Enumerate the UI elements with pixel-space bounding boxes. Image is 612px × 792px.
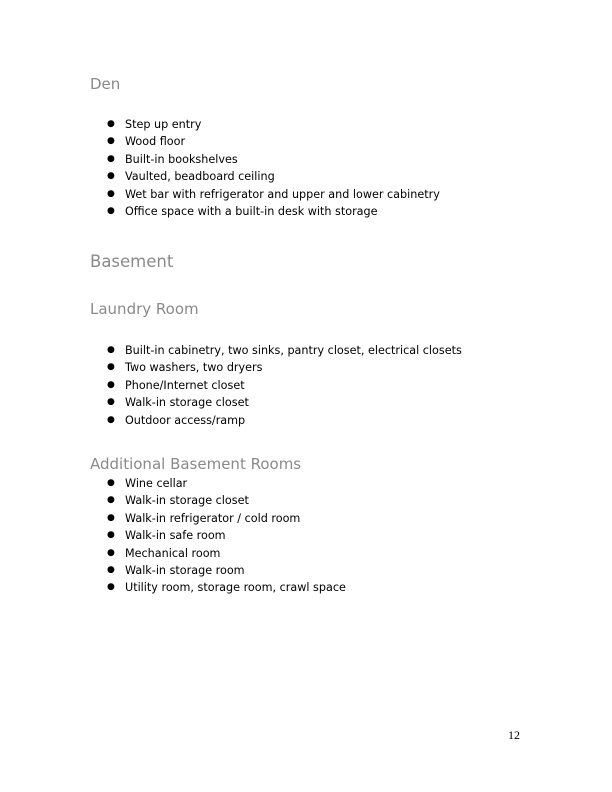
list-item-text: Mechanical room xyxy=(125,546,221,560)
bullet-icon: ● xyxy=(107,136,115,147)
list-item-text: Walk-in safe room xyxy=(125,529,226,543)
list-item xyxy=(107,510,346,527)
den-heading: Den xyxy=(90,75,121,93)
list-item-text: Built-in cabinetry, two sinks, pantry closet, electrical closets xyxy=(125,344,462,357)
list-item xyxy=(107,203,440,220)
list-item-text: Wine cellar xyxy=(125,477,188,490)
list-item-text: Outdoor access/ramp xyxy=(125,413,246,427)
list-item xyxy=(107,151,440,168)
list-item xyxy=(107,133,440,150)
list-item xyxy=(107,394,462,411)
list-item-text: Office space with a built-in desk with storage xyxy=(125,204,378,218)
list-item-text: Built-in bookshelves xyxy=(125,152,238,166)
bullet-icon: ● xyxy=(107,512,115,523)
laundry-room-feature-list xyxy=(107,342,462,429)
bullet-icon: ● xyxy=(107,414,115,425)
list-item-text: Two washers, two dryers xyxy=(125,361,263,375)
list-item xyxy=(107,579,346,596)
list-item-text: Walk-in storage closet xyxy=(125,494,249,508)
additional-basement-rooms-heading: Additional Basement Rooms xyxy=(90,455,302,473)
list-item xyxy=(107,412,462,429)
bullet-icon: ● xyxy=(107,171,115,182)
list-item-text: Walk-in storage closet xyxy=(125,396,249,410)
list-item xyxy=(107,377,462,394)
list-item-text: Vaulted, beadboard ceiling xyxy=(125,170,275,184)
bullet-icon: ● xyxy=(107,530,115,541)
bullet-icon: ● xyxy=(107,379,115,390)
bullet-icon: ● xyxy=(107,362,115,373)
bullet-icon: ● xyxy=(107,188,115,199)
list-item xyxy=(107,168,440,185)
list-item-text: Step up entry xyxy=(125,118,202,131)
list-item-text: Walk-in refrigerator / cold room xyxy=(125,511,301,525)
list-item-text: Wood floor xyxy=(125,135,186,149)
list-item-text: Wet bar with refrigerator and upper and lower cabinetry xyxy=(125,187,440,201)
bullet-icon: ● xyxy=(107,478,115,488)
list-item xyxy=(107,359,462,376)
list-item xyxy=(107,562,346,579)
list-item xyxy=(107,527,346,544)
list-item-text: Phone/Internet closet xyxy=(125,378,245,392)
bullet-icon: ● xyxy=(107,582,115,593)
list-item xyxy=(107,342,462,359)
basement-heading: Basement xyxy=(90,252,174,271)
bullet-icon: ● xyxy=(107,564,115,575)
bullet-icon: ● xyxy=(107,547,115,558)
bullet-icon: ● xyxy=(107,153,115,164)
den-feature-list xyxy=(107,116,440,220)
list-item-text: Walk-in storage room xyxy=(125,563,245,577)
list-item xyxy=(107,186,440,203)
list-item xyxy=(107,475,346,492)
bullet-icon: ● xyxy=(107,495,115,506)
bullet-icon: ● xyxy=(107,345,115,355)
laundry-room-heading: Laundry Room xyxy=(90,300,199,318)
additional-basement-rooms-list xyxy=(107,475,346,597)
bullet-icon: ● xyxy=(107,397,115,408)
bullet-icon: ● xyxy=(107,119,115,129)
list-item xyxy=(107,116,440,133)
list-item xyxy=(107,492,346,509)
bullet-icon: ● xyxy=(107,205,115,216)
list-item-text: Utility room, storage room, crawl space xyxy=(125,581,346,595)
page-number: 12 xyxy=(508,728,520,742)
list-item xyxy=(107,545,346,562)
